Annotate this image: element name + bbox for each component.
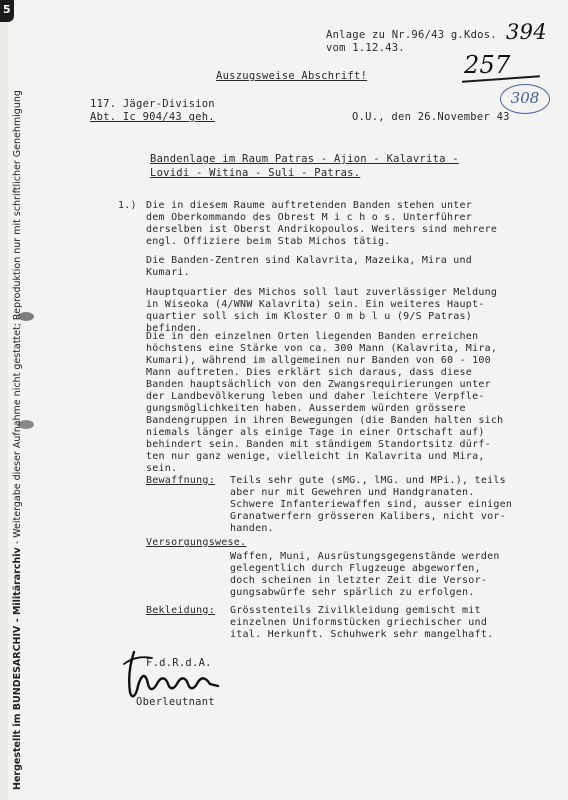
paragraph-line: Die Banden-Zentren sind Kalavrita, Mazeika, Mira und [146, 255, 473, 266]
item-number: 1.) [118, 200, 137, 211]
attachment-line-2: vom 1.12.43. [326, 42, 405, 54]
signature-for-correctness: F.d.R.d.A. [146, 657, 212, 669]
supply-line: gungsabwürfe sehr spärlich zu erfolgen. [230, 587, 475, 598]
file-reference: Abt. Ic 904/43 geh. [90, 111, 215, 123]
paragraph-line: Bandengruppen in ihren Bewegungen (die Banden halten sich [146, 415, 504, 426]
corner-tab-mark [0, 0, 14, 22]
paragraph-line: Kumari), während im allgemeinen nur Banden von 60 - 100 [146, 355, 491, 366]
paragraph-line: engl. Offiziere beim Stab Michos tätig. [146, 236, 391, 247]
armament-label: Bewaffnung: [146, 475, 215, 486]
clothing-label: Bekleidung: [146, 605, 215, 616]
handwritten-page-number: 394 [506, 20, 547, 44]
supply-line: gelegentlich durch Flugzeuge abgeworfen, [230, 563, 481, 574]
archive-stamp-normal: - Weitergabe dieser Aufnahme nicht gestattet; Reproduktion nur mit schriftlicher Genehmigung [12, 90, 23, 548]
paragraph-line: ten nur ganz wenige, vielleicht in Kalavrita und Mira, [146, 451, 485, 462]
paragraph-line: in Wiseoka (4/WNW Kalavrita) sein. Ein weiteres Haupt- [146, 299, 485, 310]
division-name: 117. Jäger-Division [90, 98, 215, 110]
clothing-line: Grösstenteils Zivilkleidung gemischt mit [230, 605, 481, 616]
paragraph-line: dem Oberkommando des Obrest M i c h o s. Unterführer [146, 212, 473, 223]
armament-line: aber nur mit Gewehren und Handgranaten. [230, 487, 475, 498]
paragraph-line: Die in diesem Raume auftretenden Banden stehen unter [146, 200, 473, 211]
attachment-line-1: Anlage zu Nr.96/43 g.Kdos. [326, 29, 497, 41]
paragraph-line: Hauptquartier des Michos soll laut zuverlässiger Meldung [146, 287, 498, 298]
subject-line-2: Lovidi - Witina - Suli - Patras. [150, 167, 361, 179]
armament-line: Teils sehr gute (sMG., lMG. und MPi.), teils [230, 475, 506, 486]
signatory-rank: Oberleutnant [136, 696, 215, 708]
supply-label: Versorgungswese. [146, 537, 247, 548]
paragraph-line: quartier soll sich im Kloster O m b l u (9/S Patras) [146, 311, 473, 322]
paragraph-line: der Landbevölkerung leben und daher leichtere Verpfle- [146, 391, 485, 402]
place-and-date: O.U., den 26.November 43 [352, 111, 510, 123]
armament-line: Schwere Infanteriewaffen sind, ausser einigen [230, 499, 513, 510]
paragraph-line: Die in den einzelnen Orten liegenden Banden erreichen [146, 331, 479, 342]
supply-line: doch scheinen in letzter Zeit die Versor- [230, 575, 488, 586]
paragraph-line: Banden hauptsächlich von den Zwangsrequirierungen unter [146, 379, 491, 390]
supply-line: Waffen, Muni, Ausrüstungsgegenstände werden [230, 551, 500, 562]
paragraph-line: Kumari. [146, 267, 190, 278]
handwritten-folio-number: 257 [464, 51, 511, 79]
paragraph-line: höchstens eine Stärke von ca. 300 Mann (Kalavrita, Mira, [146, 343, 498, 354]
paragraph-line: sein. [146, 463, 178, 474]
circled-reference-number: 308 [500, 84, 550, 114]
corner-glyph: 5 [3, 3, 11, 16]
clothing-line: ital. Herkunft. Schuhwerk sehr mangelhaft. [230, 629, 494, 640]
paragraph-line: behindert sein. Banden mit ständigem Standortsitz dürf- [146, 439, 491, 450]
subject-line-1: Bandenlage im Raum Patras - Ajion - Kalavrita - [150, 153, 459, 165]
archive-stamp-bold: Hergestellt im BUNDESARCHIV - Militärarchiv [12, 547, 23, 790]
paragraph-line: befinden. [146, 323, 203, 334]
document-title: Auszugsweise Abschrift! [216, 70, 368, 82]
page-edge-shadow [0, 0, 8, 800]
armament-line: handen. [230, 523, 274, 534]
armament-line: Granatwerfern grösseren Kalibers, nicht vor- [230, 511, 506, 522]
paragraph-line: gungsmöglichkeiten haben. Ausserdem würden grössere [146, 403, 466, 414]
archive-side-stamp [12, 90, 26, 790]
paragraph-line: niemals länger als einige Tage in einer Ortschaft auf) [146, 427, 485, 438]
clothing-line: einzelnen Uniformstücken griechischer und [230, 617, 488, 628]
paragraph-line: derselben ist Oberst Andrikopoulos. Weiters sind mehrere [146, 224, 498, 235]
paragraph-line: Mann auftreten. Dies erklärt sich daraus, dass diese [146, 367, 473, 378]
